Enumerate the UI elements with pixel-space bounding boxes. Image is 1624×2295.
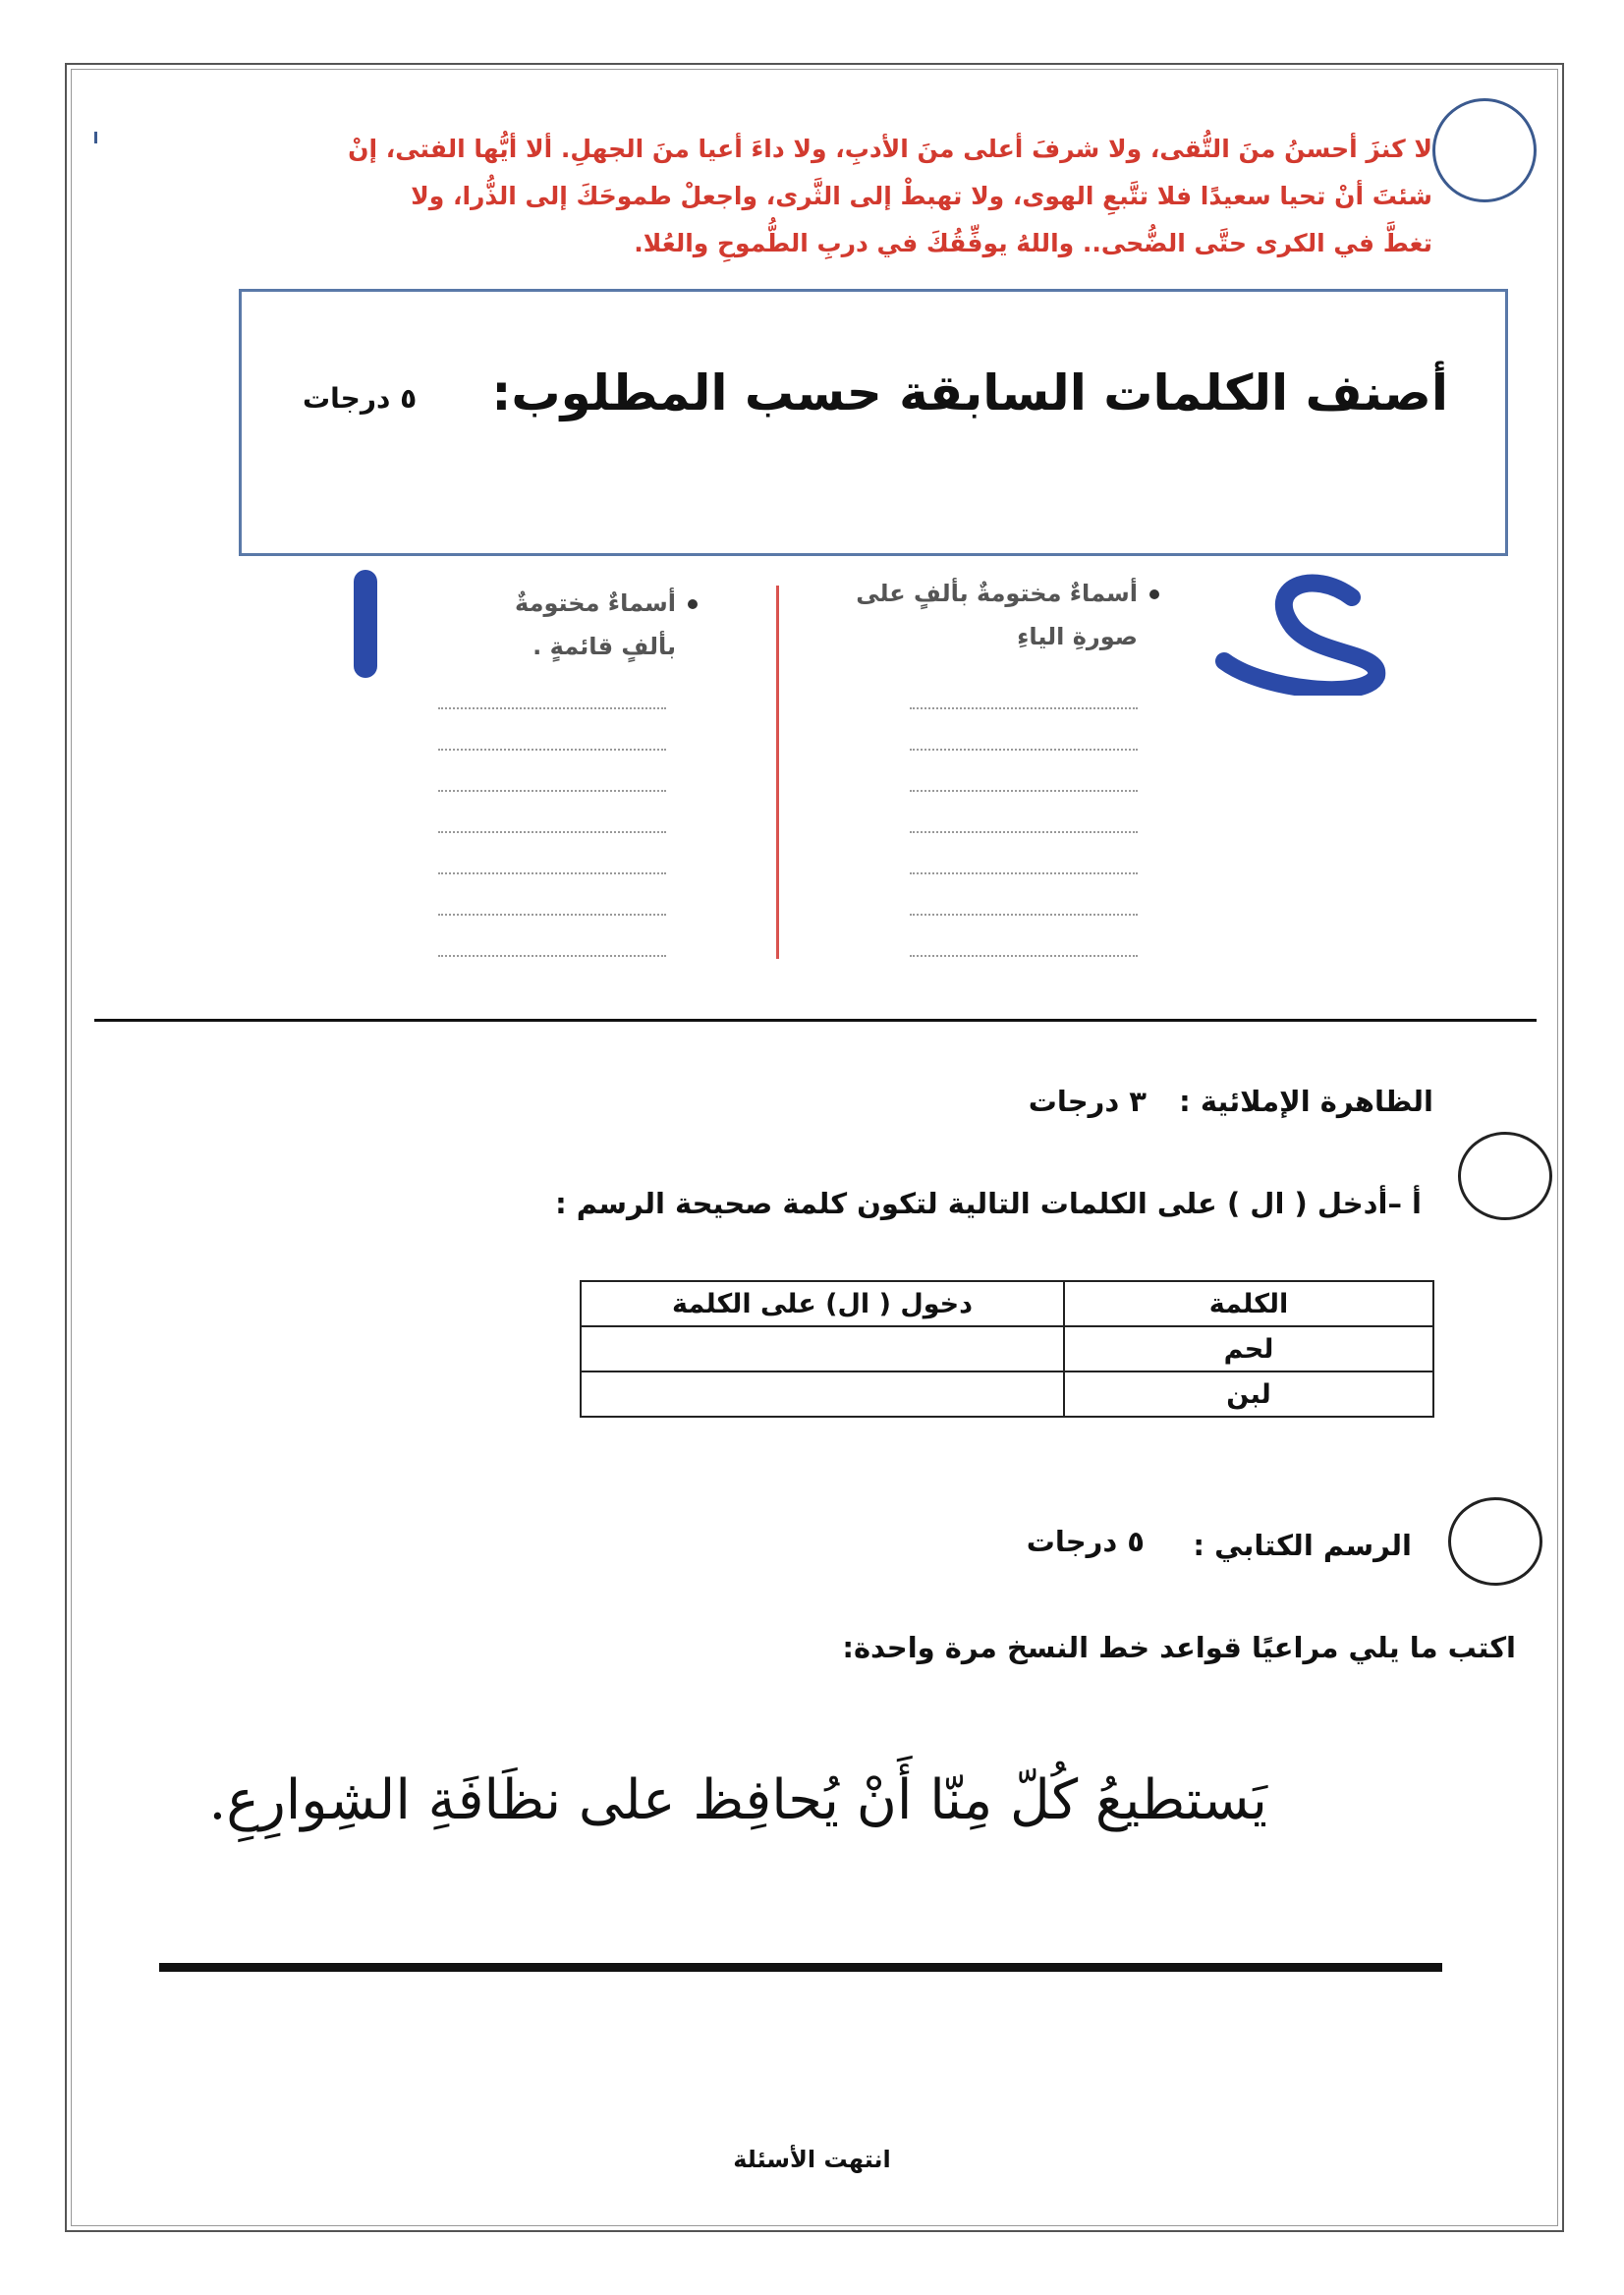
alef-maqsura-letter-icon — [1204, 558, 1411, 696]
footer-text: انتهت الأسئلة — [733, 2146, 891, 2173]
answer-line[interactable] — [910, 955, 1138, 957]
answer-line[interactable] — [438, 831, 666, 833]
section-separator — [94, 1019, 1537, 1022]
left-heading-line2: بألفٍ قائمةٍ . — [532, 633, 676, 660]
score-circle-2 — [1458, 1132, 1552, 1220]
calligraphy-sentence: يَستطيعُ كُلّ مِنّا أَنْ يُحافِظ على نظَافَةِ الشِوارِعِ. — [208, 1768, 1267, 1832]
table-header-answer: دخول ( ال) على الكلمة — [581, 1281, 1064, 1326]
classify-task-grade: ٥ درجات — [303, 382, 418, 415]
right-heading-line1: أسماءٌ مختومةٌ بألفٍ على — [856, 580, 1138, 607]
spelling-title: الظاهرة الإملائية : — [1179, 1085, 1433, 1118]
writing-line[interactable] — [159, 1963, 1442, 1972]
answer-line[interactable] — [438, 707, 666, 709]
handwriting-title: الرسم الكتابي : — [1193, 1529, 1412, 1562]
passage-line-2: شئتَ أنْ تحيا سعيدًا فلا تتَّبعِ الهوى، ولا تهبطْ إلى الثَّرى، واجعلْ طموحَكَ إلى الذُّرا، ولا — [411, 182, 1432, 210]
table-row — [581, 1371, 1433, 1417]
answer-line[interactable] — [910, 914, 1138, 916]
answer-line[interactable] — [910, 831, 1138, 833]
table-cell-answer[interactable] — [581, 1326, 1064, 1371]
right-heading-line2: صورةِ الياءِ — [1017, 623, 1138, 650]
table-header-row — [581, 1281, 1433, 1326]
al-table — [580, 1280, 1434, 1418]
table-header-word: الكلمة — [1064, 1281, 1433, 1326]
handwriting-instruction: اكتب ما يلي مراعيًا قواعد خط النسخ مرة واحدة: — [842, 1631, 1516, 1664]
column-divider — [776, 586, 779, 959]
table-row — [581, 1326, 1433, 1371]
left-heading-line1: أسماءٌ مختومةٌ — [515, 589, 676, 617]
answer-line[interactable] — [438, 955, 666, 957]
answer-line[interactable] — [438, 749, 666, 751]
table-cell-word: لبن — [1064, 1371, 1433, 1417]
passage-line-3: تغطَّ في الكرى حتَّى الضُّحى.. واللهُ يوفِّقُكَ في دربِ الطُّموحِ والعُلا. — [634, 229, 1432, 257]
right-column-heading — [806, 572, 1159, 658]
score-circle-3 — [1448, 1497, 1542, 1586]
bullet-icon — [1149, 589, 1159, 599]
passage-line-1: لا كنزَ أحسنُ منَ التُّقى، ولا شرفَ أعلى منَ الأدبِ، ولا داءَ أعيا منَ الجهلِ. ألا أيُّها الفتى، إنْ — [348, 135, 1432, 163]
classify-task-box — [239, 289, 1508, 556]
answer-line[interactable] — [910, 872, 1138, 874]
answer-line[interactable] — [910, 790, 1138, 792]
answer-line[interactable] — [438, 790, 666, 792]
table-cell-answer[interactable] — [581, 1371, 1064, 1417]
handwriting-grade: ٥ درجات — [1026, 1525, 1145, 1558]
answer-line[interactable] — [438, 872, 666, 874]
bullet-icon — [688, 599, 698, 609]
spelling-grade: ٣ درجات — [1028, 1085, 1147, 1118]
table-cell-word: لحم — [1064, 1326, 1433, 1371]
answer-line[interactable] — [910, 749, 1138, 751]
spelling-instruction: أ –أدخل ( ال ) على الكلمات التالية لتكون كلمة صحيحة الرسم : — [555, 1187, 1422, 1220]
left-column-heading — [432, 582, 698, 668]
answer-line[interactable] — [910, 707, 1138, 709]
reading-passage — [263, 126, 1432, 267]
answer-line[interactable] — [438, 914, 666, 916]
margin-mark — [94, 132, 97, 143]
score-circle-1 — [1432, 98, 1537, 202]
alef-letter-icon — [354, 570, 377, 678]
classify-task-title: أصنف الكلمات السابقة حسب المطلوب: — [491, 364, 1448, 421]
